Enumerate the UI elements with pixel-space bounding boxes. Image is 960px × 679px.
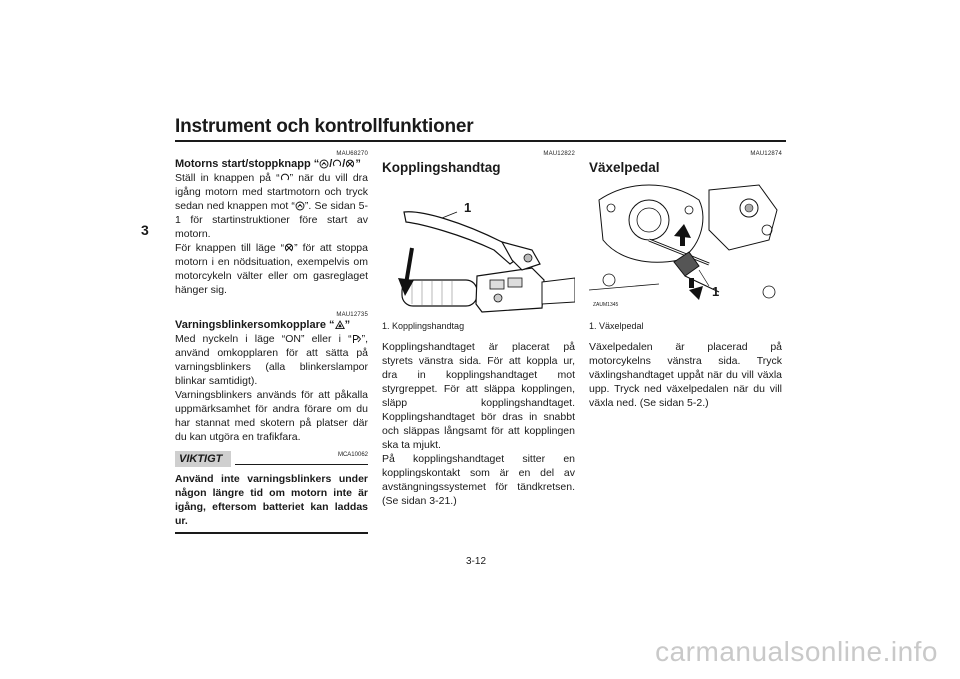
figure-caption: 1. Växelpedal <box>589 321 644 331</box>
run-icon <box>332 159 342 169</box>
notice-label: VIKTIGT <box>175 451 231 467</box>
notice-header <box>175 450 368 470</box>
run-icon <box>280 173 290 183</box>
hazard-paragraph-2: Varningsblinkers används för att påkalla uppmärksamhet för andra förare om du har stannat med skotern på platser där du kan utgöra en trafikfara. <box>175 389 368 443</box>
parking-icon <box>352 334 362 344</box>
notice-text: Använd inte varningsblinkers under någon längre tid om motorn inte är igång, eftersom batteriet kan laddas ur. <box>175 473 368 527</box>
section-title-shift-pedal: Växelpedal <box>589 160 660 175</box>
clutch-paragraph-2: På kopplingshandtaget sitter en kopplingskontakt som är en del av avstängningssystemet för tändkretsen. (Se sidan 3-21.) <box>382 453 575 507</box>
hazard-icon <box>335 320 345 330</box>
clutch-paragraph-1: Kopplingshandtaget är placerat på styrets vänstra sida. För att koppla ur, dra in kopplingshandtaget mot styrgreppet. För att släppa kopplingen, släpp kopplingshandtaget. Kopplingshandtaget bör dras in snabbt och släppas långsamt för att kopplingen ska ta mjukt. <box>382 341 575 451</box>
notice-bottom-rule <box>175 532 368 534</box>
stop-icon <box>284 243 294 253</box>
column-start-stop <box>175 150 368 534</box>
start-icon <box>319 159 329 169</box>
start-stop-paragraph-1: Ställ in knappen på “ ” när du vill dra igång motorn med startmotorn och tryck sedan ned knappen mot “ ”. Se sidan 5-1 för startinstruktioner före start av motorn. <box>175 172 368 240</box>
section-heading-hazard: Varningsblinkersomkopplare “ ” <box>175 319 351 331</box>
start-stop-paragraph-2: För knappen till läge “ ” för att stoppa motorn i en nödsituation, exempelvis om motorcykeln välter eller om gasreglaget hänger sig. <box>175 242 368 296</box>
callout-number: 1 <box>712 284 720 299</box>
column-shift-pedal <box>589 150 782 410</box>
shift-pedal-paragraph: Växelpedalen är placerad på motorcykelns vänstra sida. Tryck växlingshandtaget uppåt när du vill växla upp. Tryck ned växelpedalen när du vill växla ned. (Se sidan 5-2.) <box>589 341 782 409</box>
section-title-clutch: Kopplingshandtag <box>382 160 501 175</box>
watermark: carmanualsonline.info <box>655 636 938 667</box>
shift-pedal-illustration <box>589 180 782 316</box>
page-title: Instrument och kontrollfunktioner <box>175 116 474 137</box>
notice-code: MCA10062 <box>337 452 368 458</box>
title-rule <box>175 140 786 142</box>
hazard-paragraph-1: Med nyckeln i läge “ON” eller i “ ”, använd omkopplaren för att sätta på varningsblinkers (alla blinkerslampor blinkar samtidigt). <box>175 333 368 387</box>
section-code: MAU68270 <box>336 151 368 157</box>
figure-id: ZAUM1345 <box>593 302 619 308</box>
section-code: MAU12874 <box>750 151 782 157</box>
section-code: MAU12822 <box>543 151 575 157</box>
section-heading-start-stop: Motorns start/stoppknapp “ / / ” <box>175 158 361 170</box>
figure-caption: 1. Kopplingshandtag <box>382 321 465 331</box>
notice-rule <box>235 464 368 465</box>
section-code: MAU12735 <box>336 312 368 318</box>
chapter-number: 3 <box>141 222 149 238</box>
stop-icon <box>345 159 355 169</box>
column-clutch <box>382 150 575 508</box>
callout-number: 1 <box>464 200 472 215</box>
clutch-lever-illustration <box>382 180 575 316</box>
start-icon <box>295 201 305 211</box>
page-number: 3-12 <box>466 556 487 567</box>
